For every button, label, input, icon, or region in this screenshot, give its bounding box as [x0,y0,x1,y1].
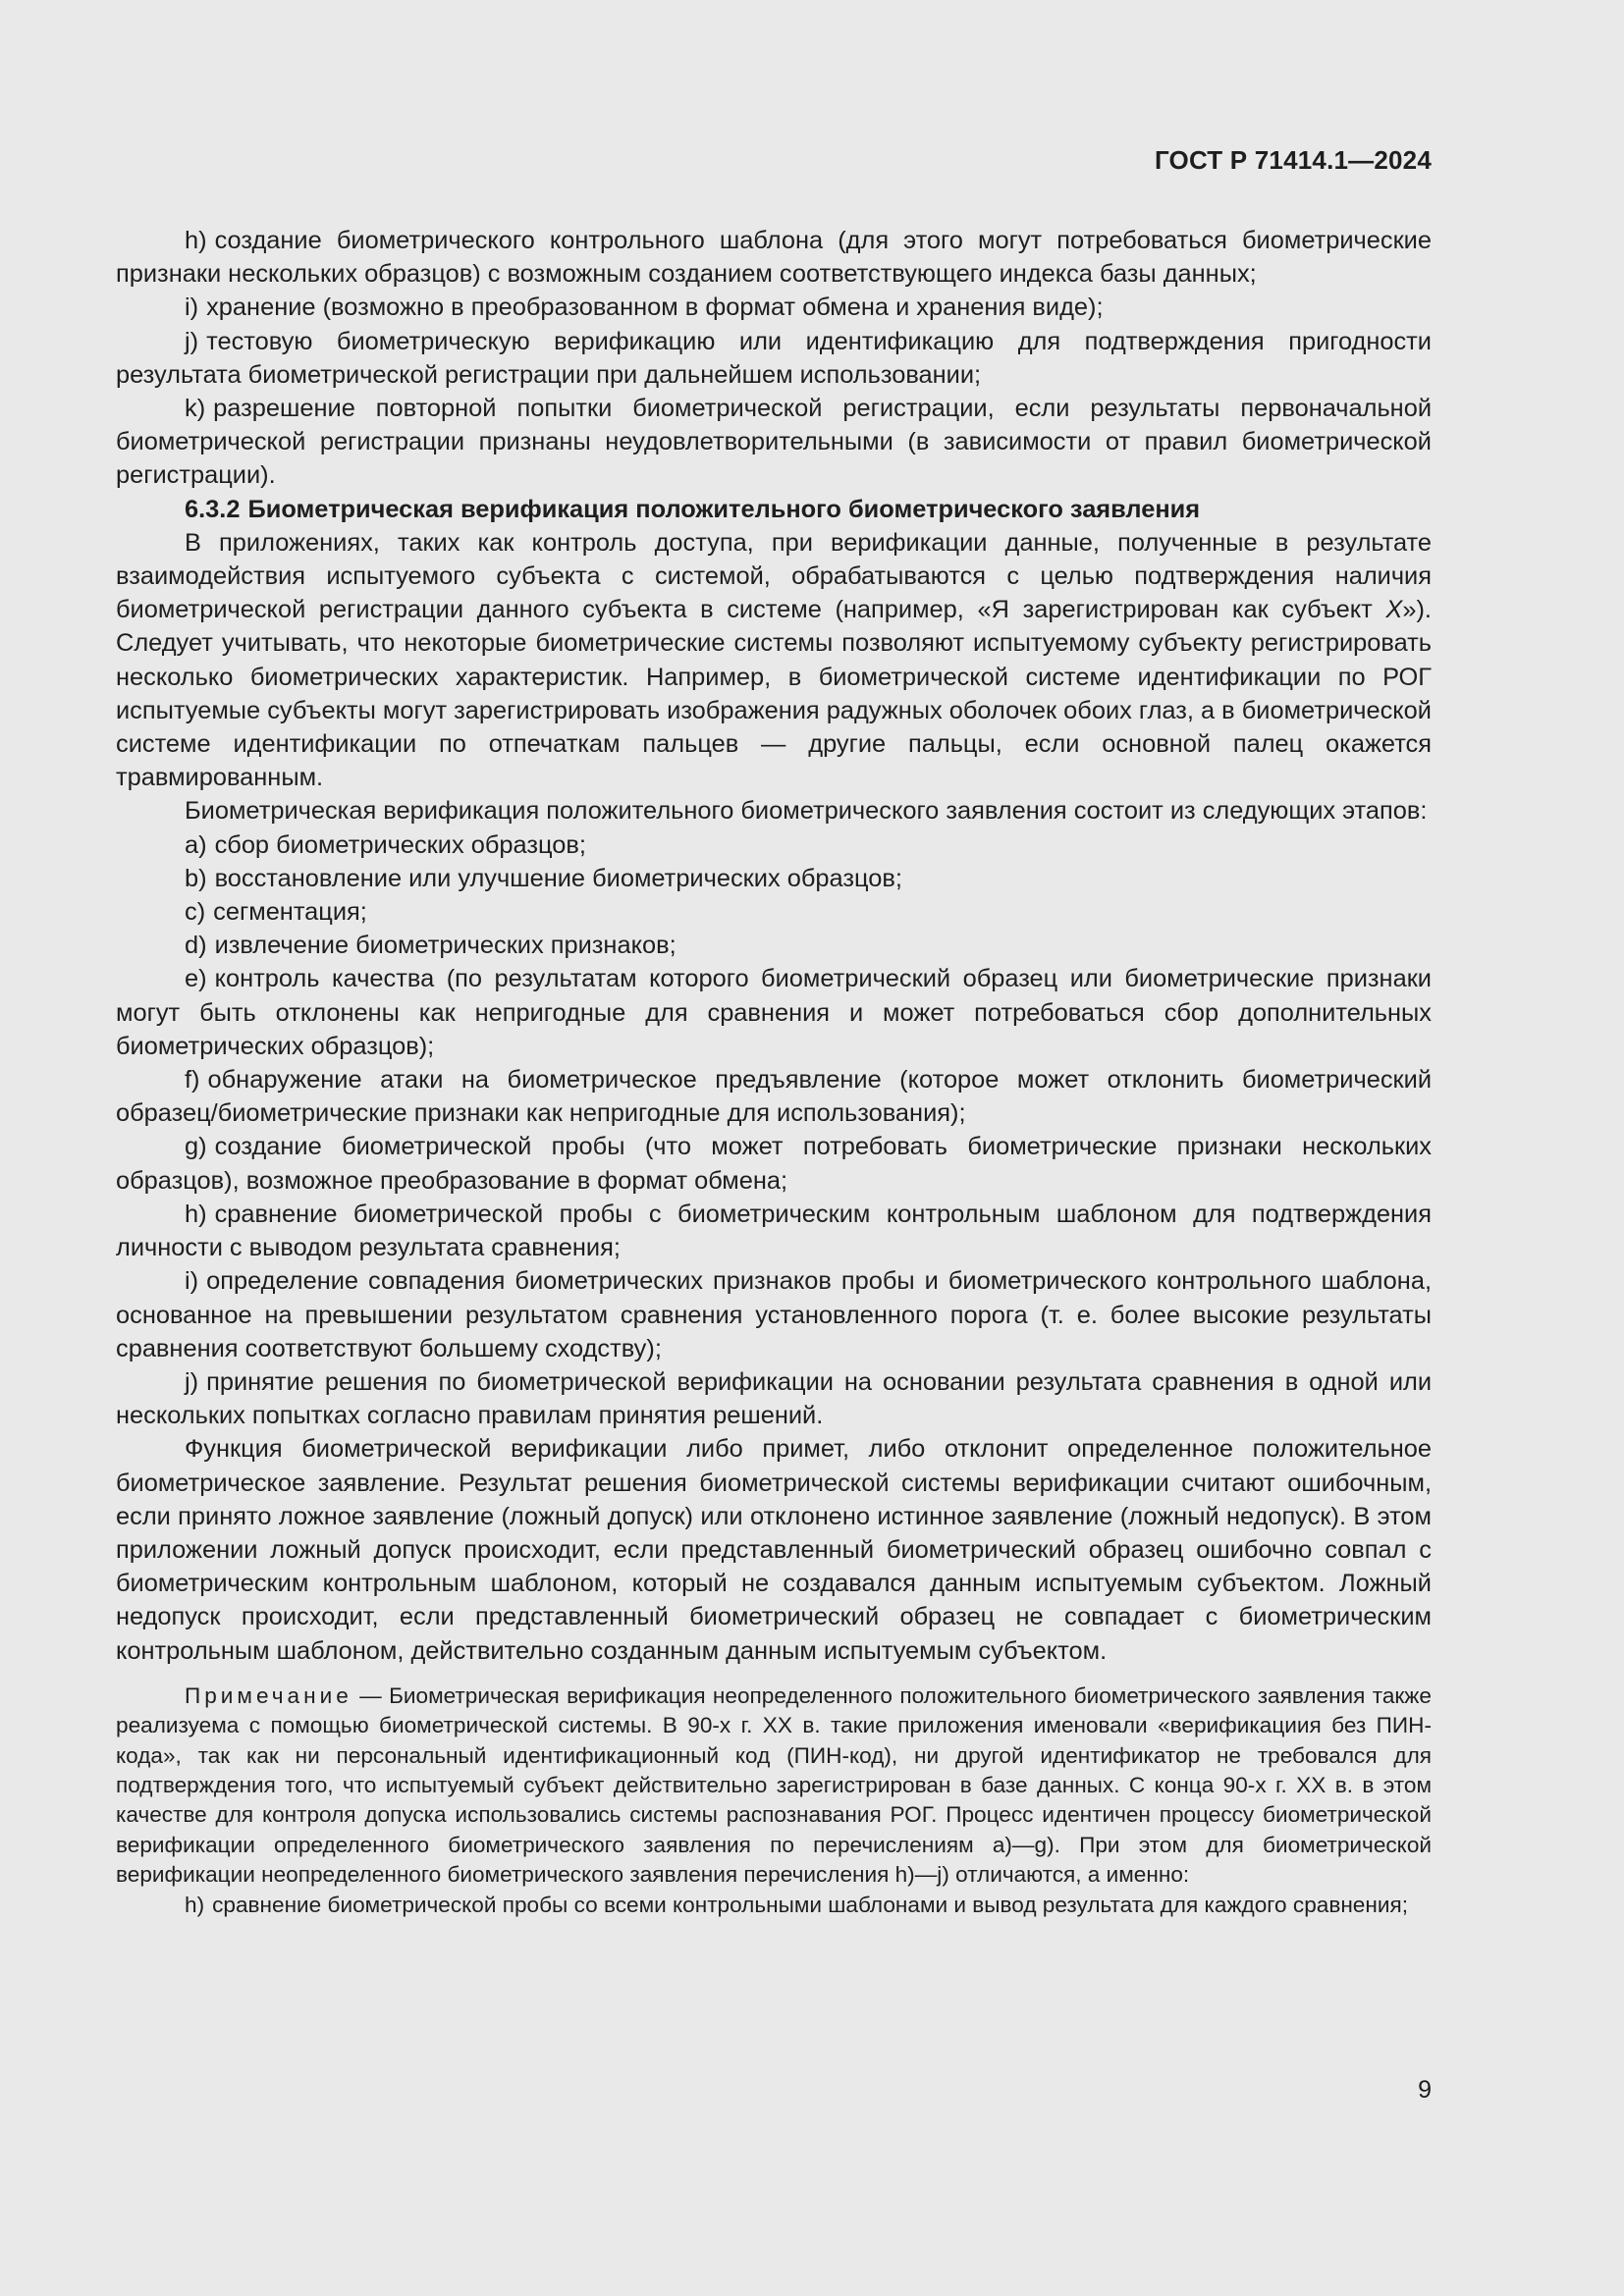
note-block [116,1682,1432,1920]
note-label: Примечание [185,1682,352,1708]
list-item-text: сегментация; [213,898,367,927]
list-item-label: a) [185,830,207,859]
section-number: 6.3.2 [185,495,241,523]
list-item [116,1063,1432,1130]
list-item-text: определение совпадения биометрических признаков пробы и биометрического контрольного шаблона, основанное на превышении результатом сравнения установленного порога (т. е. более высокие результаты сравнения соответствуют большему сходству); [116,1267,1432,1362]
list-item-label: d) [185,932,207,960]
paragraph: Биометрическая верификация положительного биометрического заявления состоит из следующих этапов: [185,797,1428,826]
list-item [116,325,1432,392]
list-item [116,1365,1432,1432]
list-item-label: j) [185,327,199,355]
document-code-header: ГОСТ Р 71414.1—2024 [1154,145,1432,175]
list-item-label: h) [185,227,207,254]
list-item-label: j) [185,1367,199,1396]
section-title: Биометрическая верификация положительного биометрического заявления [247,495,1201,523]
note-text: — Биометрическая верификация неопределенного положительного биометрического заявления также реализуема с помощью биометрической системы. В 90-х г. XX в. такие приложения именовали «верификациия без ПИН-кода», так как ни персональный идентификационный код (ПИН-код), ни другой идентификатор не требовался для подтверждения того, что испытуемый субъект действительно зарегистрирован в базе данных. С конца 90-х г. XX в. в этом качестве для контроля допуска использовались системы распознавания РОГ. Процесс идентичен процессу биометрической верификации определенного биометрического заявления по перечислениям a)—g). При этом для биометрической верификации неопределенного биометрического заявления перечисления h)—j) отличаются, а именно: [116,1682,1432,1888]
list-item-text: тестовую биометрическую верификацию или идентификацию для подтверждения пригодности результата биометрической регистрации при дальнейшем использовании; [116,327,1432,389]
list-item-label: i) [185,1267,199,1296]
page-number: 9 [1418,2076,1432,2104]
list-item-label: c) [185,898,206,927]
list-item [116,862,1432,895]
document-page [116,0,1432,2296]
list-item-label: h) [185,1892,205,1917]
list-item-text: контроль качества (по результатам которого биометрический образец или биометрические признаки могут быть отклонены как непригодные для сравнения и может потребоваться сбор дополнительных биометрических образцов); [116,965,1432,1060]
list-item [116,392,1432,493]
paragraph [116,526,1432,795]
note-paragraph [116,1682,1432,1891]
list-item-label: k) [185,395,206,423]
list-item-text: восстановление или улучшение биометрических образцов; [214,864,902,892]
list-item [116,1264,1432,1365]
list-item-label: h) [185,1200,207,1228]
list-item-text: создание биометрического контрольного шаблона (для этого могут потребоваться биометрические признаки нескольких образцов) с возможным созданием соответствующего индекса базы данных; [116,227,1432,289]
list-item-text: принятие решения по биометрической верификации на основании результата сравнения в одной или нескольких попытках согласно правилам принятия решений. [116,1367,1432,1430]
list-item-label: b) [185,864,207,892]
list-item-label: g) [185,1133,207,1161]
paragraph-text: В приложениях, таких как контроль доступа, при верификации данные, полученные в результате взаимодействия испытуемого субъекта с системой, обрабатываются с целью подтверждения наличия биометрической регистрации данного субъекта в системе (например, «Я зарегистрирован как субъект [116,528,1432,624]
subject-variable: X [1385,596,1403,624]
list-item-label: f) [185,1066,200,1095]
list-item [116,929,1432,962]
list-item-text: извлечение биометрических признаков; [214,932,677,960]
list-item-label: i) [185,294,199,322]
list-item-text: сравнение биометрической пробы с биометрическим контрольным шаблоном для подтверждения личности с выводом результата сравнения; [116,1200,1432,1262]
list-item-text: разрешение повторной попытки биометрической регистрации, если результаты первоначальной биометрической регистрации признаны неудовлетворительными (в зависимости от правил биометрической регистрации). [116,395,1432,490]
page-content [116,224,1432,1920]
list-item-text: сбор биометрических образцов; [214,830,586,859]
list-item [116,895,1432,929]
paragraph-text: »). Следует учитывать, что некоторые биометрические системы позволяют испытуемому субъекту регистрировать несколько биометрических характеристик. Например, в биометрической системе идентификации по РОГ испытуемые субъекты могут зарегистрировать изображения радужных оболочек обоих глаз, а в биометрической системе идентификации по отпечаткам пальцев — другие пальцы, если основной палец окажется травмированным. [116,596,1432,792]
section-heading [116,493,1432,526]
list-item [116,224,1432,291]
list-item [116,962,1432,1063]
paragraph: Функция биометрической верификации либо примет, либо отклонит определенное положительное биометрическое заявление. Результат решения биометрической системы верификации считают ошибочным, если принято ложное заявление (ложный допуск) или отклонено истинное заявление (ложный недопуск). В этом приложении ложный допуск происходит, если представленный биометрический образец ошибочно совпал с биометрическим контрольным шаблоном, который не создавался данным испытуемым субъектом. Ложный недопуск происходит, если представленный биометрический образец не совпадает с биометрическим контрольным шаблоном, действительно созданным данным испытуемым субъектом. [116,1435,1432,1665]
list-item [116,828,1432,862]
list-item-text: создание биометрической пробы (что может потребовать биометрические признаки нескольких образцов), возможное преобразование в формат обмена; [116,1133,1432,1195]
list-item [116,1198,1432,1264]
list-item-label: e) [185,965,207,993]
list-item-text: хранение (возможно в преобразованном в формат обмена и хранения виде); [206,294,1104,322]
list-item-text: сравнение биометрической пробы со всеми контрольными шаблонами и вывод результата для каждого сравнения; [212,1892,1408,1917]
list-item [116,291,1432,324]
list-item [116,1130,1432,1197]
list-item-text: обнаружение атаки на биометрическое предъявление (которое может отклонить биометрический образец/биометрические признаки как непригодные для использования); [116,1066,1432,1128]
note-list-item [116,1891,1432,1920]
